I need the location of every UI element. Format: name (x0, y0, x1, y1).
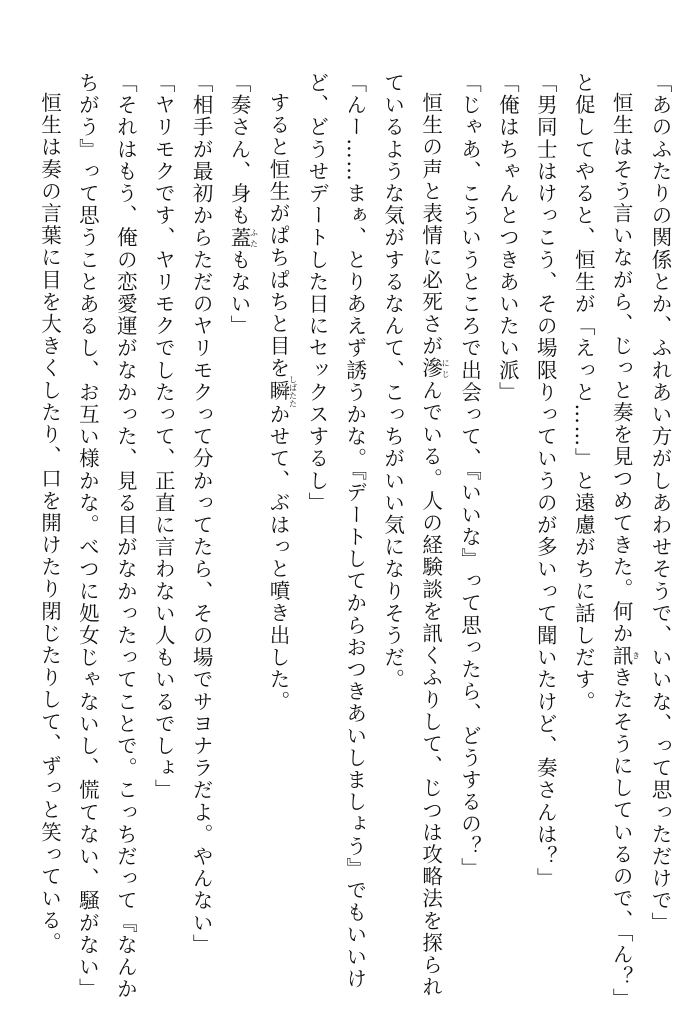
furigana-futa: 蓋ふた (227, 226, 259, 249)
text-line-14: 「ヤリモクです、ヤリモクでしたって、正直に言わない人もいるでしょ」 (151, 72, 176, 802)
text-line-8: ているような気がするなんて、こっちがいい気になりそうだ。 (380, 72, 405, 691)
text-line-2: 恒生はそう言いながら、じっと奏を見つめてきた。何か訊ききたそうにしているので、「ん？」 (609, 92, 641, 1010)
furigana-niji: 滲にじ (418, 357, 451, 380)
text-line-5: 「俺はちゃんとつきあいたい派」 (495, 72, 520, 404)
text-line-1: 「あのふたりの関係とか、ふれあい方がしあわせそうで、いいな、って思っただけで」 (648, 72, 672, 934)
text-line-6: 「じゃあ、こういうところで出会って、『いいな』って思ったら、どうするの？」 (457, 72, 482, 880)
text-line-7: 恒生の声と表情に必死さが滲にじんでいる。人の経験談を訊くふりして、じつは攻略法を探られ (418, 92, 451, 999)
vertical-text-block (18, 72, 678, 1010)
text-line-9: 「んー……まぁ、とりあえず誘うかな。『デートしてからおつきあいしましょう』でもいいけ (342, 72, 367, 990)
furigana-shibatata: 瞬しばたた (265, 375, 298, 408)
text-line-10: ど、どうせデートした日にセックスするし」 (304, 72, 329, 514)
text-line-4: 「男同士はけっこう、その場限りっていうのが多いって聞いたけど、奏さんは？」 (533, 72, 558, 890)
text-line-13: 「相手が最初からただのヤリモクって分かってたら、その場でサヨナラだよ。やんない」 (189, 72, 214, 956)
furigana-kiki: 訊き (609, 644, 641, 667)
text-line-11: すると恒生がぱちぱちと目を瞬しばたたかせて、ぶはっと噴き出した。 (265, 92, 298, 713)
text-line-16: ちがう』って思うことあるし、お互い様かな。べつに処女じゃないし、慌てない、騒がない」 (75, 72, 100, 1001)
text-line-15: 「それはもう、俺の恋愛運がなかった、見る目がなかったってことで。こっちだって『なんか (113, 72, 138, 1001)
text-line-12: 「奏さん、身も蓋ふたもない」 (227, 72, 259, 338)
text-line-3: と促してやると、恒生が「えっと……」と遠慮がちに話しだす。 (571, 72, 596, 713)
text-line-17: 恒生は奏の言葉に目を大きくしたり、口を開けたり閉じたりして、ずっと笑っている。 (37, 92, 62, 954)
